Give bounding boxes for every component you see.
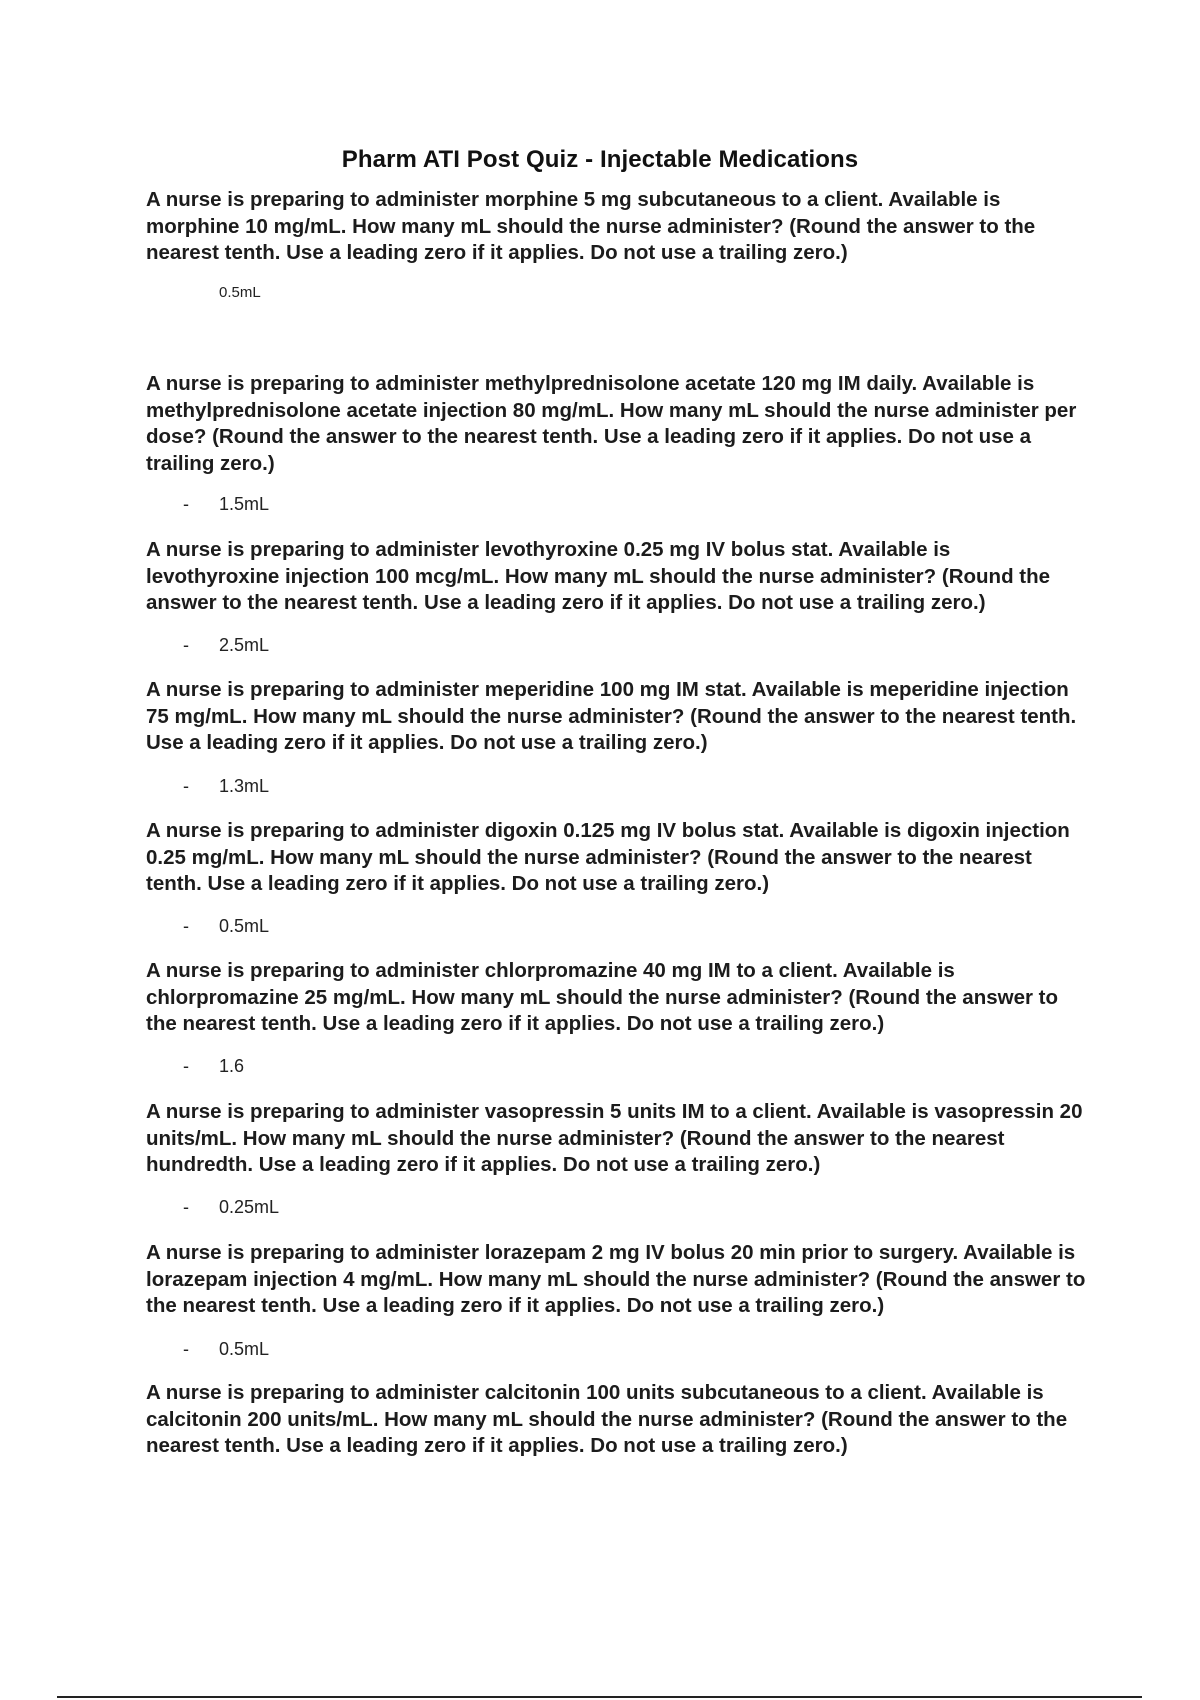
- question-4: A nurse is preparing to administer meperidine 100 mg IM stat. Available is meperidine injection 75 mg/mL. How many mL should the nurse administer? (Round the answer to the nearest tenth. Use a leading zero if it applies. Do not use a trailing zero.): [146, 678, 1077, 754]
- question-7: A nurse is preparing to administer vasopressin 5 units IM to a client. Available is vasopressin 20 units/mL. How many mL should the nurse administer? (Round the answer to the nearest hundredth. Use a leading zero if it applies. Do not use a trailing zero.): [146, 1100, 1083, 1176]
- answer-8: [183, 1339, 269, 1360]
- answer-4: [183, 776, 269, 797]
- bullet-dash: -: [183, 635, 189, 655]
- answer-2: [183, 494, 269, 515]
- question-2: A nurse is preparing to administer methylprednisolone acetate 120 mg IM daily. Available is methylprednisolone acetate injection 80 mg/mL. How many mL should the nurse administer per dose? (Round the answer to the nearest tenth. Use a leading zero if it applies. Do not use a trailing zero.): [146, 372, 1077, 475]
- question-1: A nurse is preparing to administer morphine 5 mg subcutaneous to a client. Available is morphine 10 mg/mL. How many mL should the nurse administer? (Round the answer to the nearest tenth. Use a leading zero if it applies. Do not use a trailing zero.): [146, 188, 1036, 264]
- page-title: Pharm ATI Post Quiz - Injectable Medications: [341, 146, 859, 173]
- answer-4-text: 1.3mL: [219, 776, 270, 796]
- question-9: A nurse is preparing to administer calcitonin 100 units subcutaneous to a client. Available is calcitonin 200 units/mL. How many mL should the nurse administer? (Round the answer to the nearest tenth. Use a leading zero if it applies. Do not use a trailing zero.): [146, 1381, 1068, 1457]
- question-5: A nurse is preparing to administer digoxin 0.125 mg IV bolus stat. Available is digoxin injection 0.25 mg/mL. How many mL should the nurse administer? (Round the answer to the nearest tenth. Use a leading zero if it applies. Do not use a trailing zero.): [146, 819, 1070, 895]
- answer-7: [183, 1197, 279, 1218]
- answer-2-text: 1.5mL: [219, 494, 270, 514]
- bullet-dash: -: [183, 1056, 189, 1076]
- bullet-dash: -: [183, 916, 189, 936]
- bullet-dash: -: [183, 776, 189, 796]
- footer-divider: [57, 1696, 1142, 1698]
- question-6: A nurse is preparing to administer chlorpromazine 40 mg IM to a client. Available is chlorpromazine 25 mg/mL. How many mL should the nurse administer? (Round the answer to the nearest tenth. Use a leading zero if it applies. Do not use a trailing zero.): [146, 959, 1058, 1035]
- bullet-dash: -: [183, 1197, 189, 1217]
- bullet-dash: -: [183, 1339, 189, 1359]
- answer-3-text: 2.5mL: [219, 635, 270, 655]
- answer-7-text: 0.25mL: [219, 1197, 280, 1217]
- answer-1-text: 0.5mL: [219, 284, 261, 301]
- answer-3: [183, 635, 269, 656]
- question-8: A nurse is preparing to administer lorazepam 2 mg IV bolus 20 min prior to surgery. Available is lorazepam injection 4 mg/mL. How many mL should the nurse administer? (Round the answer to the nearest tenth. Use a leading zero if it applies. Do not use a trailing zero.): [146, 1241, 1086, 1317]
- answer-1: [219, 284, 261, 301]
- answer-8-text: 0.5mL: [219, 1339, 270, 1359]
- bullet-dash: -: [183, 494, 189, 514]
- question-3: A nurse is preparing to administer levothyroxine 0.25 mg IV bolus stat. Available is levothyroxine injection 100 mcg/mL. How many mL should the nurse administer? (Round the answer to the nearest tenth. Use a leading zero if it applies. Do not use a trailing zero.): [146, 538, 1051, 614]
- answer-5: [183, 916, 269, 937]
- answer-6-text: 1.6: [219, 1056, 245, 1076]
- answer-6: [183, 1056, 244, 1077]
- answer-5-text: 0.5mL: [219, 916, 270, 936]
